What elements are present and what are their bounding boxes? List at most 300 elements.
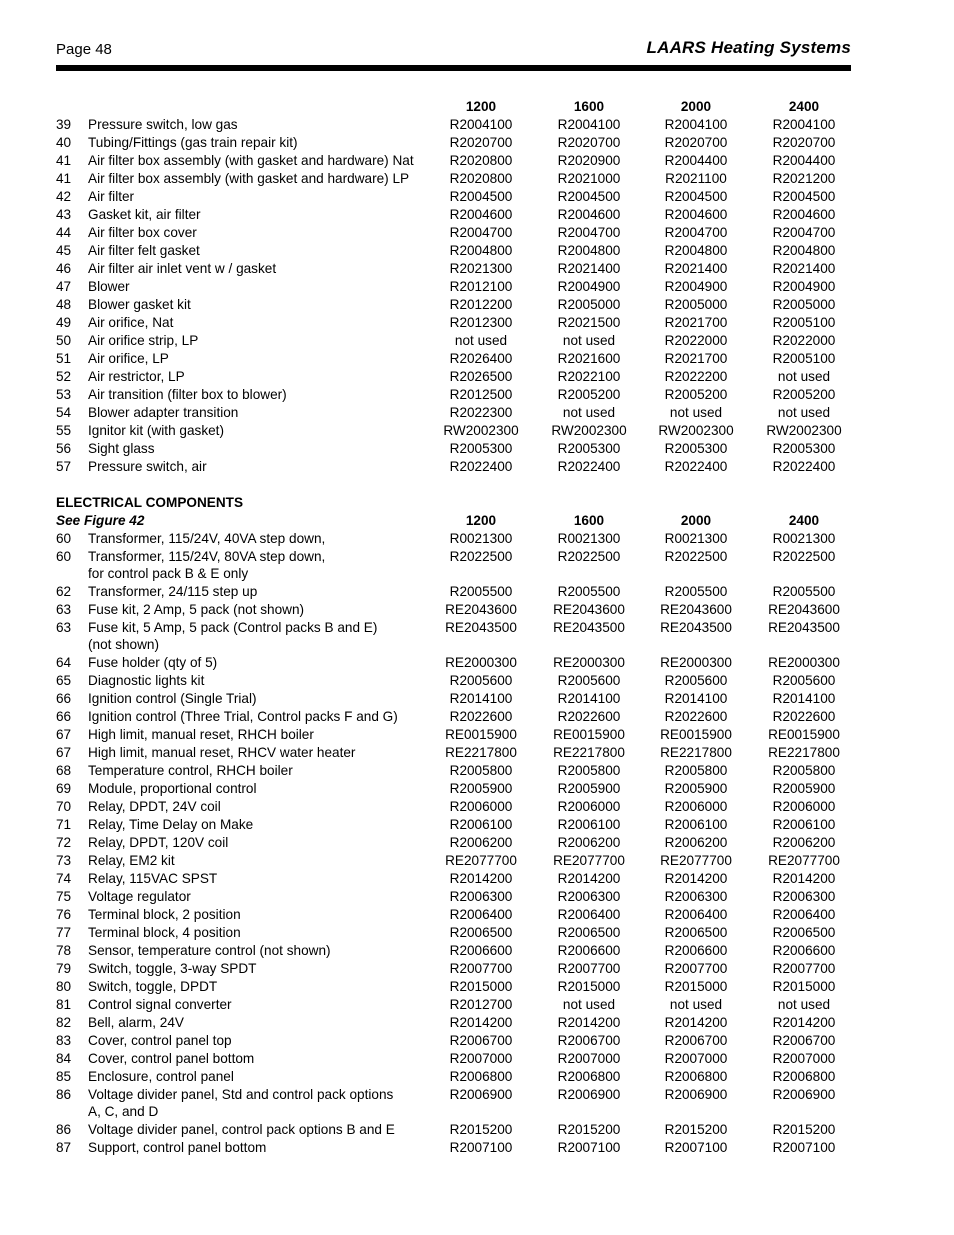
item-number: 68 — [56, 763, 72, 778]
part-number: R2005900 — [772, 781, 836, 796]
part-number: R2005000 — [772, 297, 836, 312]
item-number: 81 — [56, 997, 72, 1012]
description-line: Air filter — [88, 189, 135, 204]
part-number: R2022000 — [772, 333, 836, 348]
part-number: R2007700 — [772, 961, 836, 976]
part-number: RE2000300 — [660, 655, 732, 670]
part-number: R2014200 — [557, 1015, 621, 1030]
part-number: RE2217800 — [445, 745, 517, 760]
item-number: 77 — [56, 925, 72, 940]
part-number: R2004600 — [449, 207, 513, 222]
description-line: for control pack B & E only — [88, 566, 249, 581]
description-line: Air filter box cover — [88, 225, 197, 240]
description-line: Transformer, 24/115 step up — [88, 584, 258, 599]
part-number: R2004800 — [664, 243, 728, 258]
part-number: R2006400 — [664, 907, 728, 922]
table-row — [56, 1121, 856, 1139]
part-number: RE2077700 — [660, 853, 732, 868]
description-line: Ignition control (Single Trial) — [88, 691, 257, 706]
item-number: 55 — [56, 423, 72, 438]
item-description — [88, 1139, 468, 1156]
item-description — [88, 583, 468, 600]
electrical-rows — [56, 530, 856, 1157]
column-header: 2000 — [680, 513, 712, 528]
description-line: Sensor, temperature control (not shown) — [88, 943, 331, 958]
table-row — [56, 978, 856, 996]
item-description — [88, 816, 468, 833]
part-number: R2022500 — [664, 549, 728, 564]
part-number: R2005300 — [449, 441, 513, 456]
part-number: R2022300 — [449, 405, 513, 420]
table-row — [56, 780, 856, 798]
part-number: R2005800 — [557, 763, 621, 778]
table-row — [56, 852, 856, 870]
item-number: 43 — [56, 207, 72, 222]
table-row — [56, 422, 856, 440]
table-row — [56, 242, 856, 260]
part-number: R2021000 — [557, 171, 621, 186]
part-number: R2022000 — [664, 333, 728, 348]
table-row — [56, 1139, 856, 1157]
item-number: 48 — [56, 297, 72, 312]
part-number: R2020800 — [449, 153, 513, 168]
part-number: R2022500 — [557, 549, 621, 564]
part-number: R2004800 — [557, 243, 621, 258]
part-number: R2006100 — [449, 817, 513, 832]
part-number: R2006600 — [557, 943, 621, 958]
table-row — [56, 1032, 856, 1050]
description-line: Terminal block, 2 position — [88, 907, 241, 922]
table-row — [56, 134, 856, 152]
part-number: R2007100 — [772, 1140, 836, 1155]
part-number: RW2002300 — [443, 423, 519, 438]
item-number: 60 — [56, 531, 72, 546]
part-number: R2022500 — [772, 549, 836, 564]
description-line: Temperature control, RHCH boiler — [88, 763, 293, 778]
item-number: 73 — [56, 853, 72, 868]
item-description — [88, 134, 468, 151]
item-number: 41 — [56, 171, 72, 186]
part-number: R2021400 — [772, 261, 836, 276]
part-number: R2021400 — [664, 261, 728, 276]
part-number: R2005300 — [772, 441, 836, 456]
part-number: R2022200 — [664, 369, 728, 384]
item-number: 46 — [56, 261, 72, 276]
part-number: R2005900 — [557, 781, 621, 796]
part-number: RE0015900 — [445, 727, 517, 742]
part-number: R2022600 — [772, 709, 836, 724]
description-line: Pressure switch, air — [88, 459, 207, 474]
item-number: 83 — [56, 1033, 72, 1048]
parts-rows — [56, 116, 856, 476]
item-description — [88, 1032, 468, 1049]
part-number: R2004900 — [664, 279, 728, 294]
description-line: Voltage divider panel, Std and control pack options — [88, 1087, 394, 1102]
part-number: RE2043600 — [445, 602, 517, 617]
item-description — [88, 404, 468, 421]
part-number: R2004500 — [772, 189, 836, 204]
item-number: 76 — [56, 907, 72, 922]
description-line: Voltage divider panel, control pack options B and E — [88, 1122, 395, 1137]
table-row — [56, 942, 856, 960]
part-number: R2005200 — [557, 387, 621, 402]
part-number: R2021300 — [449, 261, 513, 276]
part-number: R2014200 — [772, 871, 836, 886]
part-number: R2006600 — [664, 943, 728, 958]
part-number: R2007100 — [449, 1140, 513, 1155]
item-description — [88, 726, 468, 743]
description-line: A, C, and D — [88, 1104, 159, 1119]
part-number: R2015000 — [772, 979, 836, 994]
item-description — [88, 350, 468, 367]
part-number: R2014200 — [557, 871, 621, 886]
description-line: Air filter air inlet vent w / gasket — [88, 261, 277, 276]
part-number: R2014200 — [664, 871, 728, 886]
item-description — [88, 1121, 468, 1138]
description-line: Air filter box assembly (with gasket and hardware) LP — [88, 171, 410, 186]
part-number: RE2000300 — [445, 655, 517, 670]
part-number: RE2217800 — [553, 745, 625, 760]
part-number: R2006400 — [772, 907, 836, 922]
part-number: R2021400 — [557, 261, 621, 276]
item-description — [88, 422, 468, 439]
page-number: Page 48 — [56, 41, 112, 58]
part-number: R2006300 — [772, 889, 836, 904]
item-number: 85 — [56, 1069, 72, 1084]
part-number: R2006200 — [772, 835, 836, 850]
part-number: R2014100 — [664, 691, 728, 706]
item-number: 66 — [56, 709, 72, 724]
part-number: R2006700 — [772, 1033, 836, 1048]
part-number: RW2002300 — [658, 423, 734, 438]
part-number: R2004100 — [664, 117, 728, 132]
description-line: Voltage regulator — [88, 889, 191, 904]
part-number: RE0015900 — [660, 727, 732, 742]
item-description — [88, 601, 468, 618]
item-number: 82 — [56, 1015, 72, 1030]
item-number: 86 — [56, 1122, 72, 1137]
part-number: R2020700 — [772, 135, 836, 150]
part-number: R2005500 — [772, 584, 836, 599]
part-number: R2020700 — [449, 135, 513, 150]
part-number: R2012700 — [449, 997, 513, 1012]
part-number: R2020900 — [557, 153, 621, 168]
part-number: R2014100 — [449, 691, 513, 706]
part-number: R2015000 — [557, 979, 621, 994]
description-line: High limit, manual reset, RHCH boiler — [88, 727, 314, 742]
part-number: R2022400 — [664, 459, 728, 474]
table-row — [56, 726, 856, 744]
description-line: Relay, EM2 kit — [88, 853, 175, 868]
part-number: RE2043500 — [553, 620, 625, 635]
part-number: R2014200 — [772, 1015, 836, 1030]
item-description — [88, 1014, 468, 1031]
parts-list — [56, 98, 856, 1157]
part-number: R2026500 — [449, 369, 513, 384]
part-number: not used — [562, 997, 616, 1012]
description-line: Sight glass — [88, 441, 155, 456]
part-number: R2004900 — [557, 279, 621, 294]
item-number: 50 — [56, 333, 72, 348]
part-number: R2007000 — [772, 1051, 836, 1066]
column-header: 2400 — [788, 99, 820, 114]
part-number: R2006500 — [772, 925, 836, 940]
table-row — [56, 654, 856, 672]
part-number: R2006700 — [449, 1033, 513, 1048]
part-number: R2005900 — [664, 781, 728, 796]
item-number: 52 — [56, 369, 72, 384]
part-number: R2020700 — [664, 135, 728, 150]
part-number: R2012200 — [449, 297, 513, 312]
description-line: Blower adapter transition — [88, 405, 239, 420]
table-row — [56, 816, 856, 834]
part-number: RE2000300 — [553, 655, 625, 670]
description-line: Air orifice, Nat — [88, 315, 174, 330]
part-number: R2022600 — [664, 709, 728, 724]
part-number: R2006500 — [557, 925, 621, 940]
column-header: 1200 — [465, 513, 497, 528]
part-number: R2004800 — [772, 243, 836, 258]
part-number: R2021600 — [557, 351, 621, 366]
part-number: R2006000 — [557, 799, 621, 814]
description-line: (not shown) — [88, 637, 160, 652]
part-number: R2004800 — [449, 243, 513, 258]
part-number: R2015200 — [449, 1122, 513, 1137]
description-line: Air restrictor, LP — [88, 369, 185, 384]
description-line: Ignition control (Three Trial, Control packs F and G) — [88, 709, 398, 724]
description-line: Ignitor kit (with gasket) — [88, 423, 224, 438]
column-header-row — [56, 98, 856, 116]
table-row — [56, 1050, 856, 1068]
part-number: R2005600 — [449, 673, 513, 688]
column-header: 1600 — [573, 513, 605, 528]
description-line: Air orifice, LP — [88, 351, 169, 366]
part-number: R2007000 — [449, 1051, 513, 1066]
table-row — [56, 960, 856, 978]
table-row — [56, 404, 856, 422]
part-number: RE2043600 — [660, 602, 732, 617]
part-number: R2005600 — [772, 673, 836, 688]
part-number: not used — [777, 997, 831, 1012]
part-number: R2004700 — [449, 225, 513, 240]
item-number: 67 — [56, 727, 72, 742]
part-number: R2020700 — [557, 135, 621, 150]
item-description — [88, 116, 468, 133]
item-description — [88, 798, 468, 815]
item-description — [88, 1086, 468, 1120]
table-row — [56, 672, 856, 690]
item-number: 70 — [56, 799, 72, 814]
header-rule — [56, 65, 851, 71]
part-number: R2015200 — [557, 1122, 621, 1137]
section-subtitle: See Figure 42 — [56, 513, 145, 528]
part-number: RE2217800 — [768, 745, 840, 760]
part-number: R2004600 — [557, 207, 621, 222]
description-line: Blower gasket kit — [88, 297, 191, 312]
part-number: not used — [669, 405, 723, 420]
part-number: R2005300 — [664, 441, 728, 456]
part-number: not used — [562, 405, 616, 420]
part-number: RE2043500 — [445, 620, 517, 635]
part-number: R2026400 — [449, 351, 513, 366]
description-line: Air filter box assembly (with gasket and hardware) Nat — [88, 153, 414, 168]
brand-title: LAARS Heating Systems — [646, 38, 851, 57]
item-number: 60 — [56, 549, 72, 564]
item-description — [88, 458, 468, 475]
table-row — [56, 296, 856, 314]
item-number: 74 — [56, 871, 72, 886]
item-number: 69 — [56, 781, 72, 796]
part-number: R2006100 — [664, 817, 728, 832]
part-number: R2006300 — [664, 889, 728, 904]
item-number: 80 — [56, 979, 72, 994]
description-line: Fuse kit, 5 Amp, 5 pack (Control packs B and E) — [88, 620, 378, 635]
part-number: RE0015900 — [768, 727, 840, 742]
table-row — [56, 458, 856, 476]
item-number: 65 — [56, 673, 72, 688]
page-header — [56, 38, 851, 62]
part-number: R2007000 — [664, 1051, 728, 1066]
table-row — [56, 619, 856, 654]
item-description — [88, 1050, 468, 1067]
part-number: RE2043600 — [553, 602, 625, 617]
part-number: R2007000 — [557, 1051, 621, 1066]
part-number: R2004600 — [664, 207, 728, 222]
part-number: R2005600 — [557, 673, 621, 688]
part-number: RE2217800 — [660, 745, 732, 760]
item-number: 87 — [56, 1140, 72, 1155]
part-number: R2005500 — [557, 584, 621, 599]
item-description — [88, 960, 468, 977]
item-description — [88, 548, 468, 582]
part-number: R2006800 — [772, 1069, 836, 1084]
item-number: 75 — [56, 889, 72, 904]
item-description — [88, 690, 468, 707]
item-number: 86 — [56, 1087, 72, 1102]
part-number: R2006000 — [772, 799, 836, 814]
part-number: R2022600 — [449, 709, 513, 724]
item-number: 63 — [56, 620, 72, 635]
part-number: R2014100 — [557, 691, 621, 706]
description-line: Bell, alarm, 24V — [88, 1015, 184, 1030]
part-number: R2006300 — [449, 889, 513, 904]
description-line: Tubing/Fittings (gas train repair kit) — [88, 135, 298, 150]
part-number: R0021300 — [449, 531, 513, 546]
part-number: R2006500 — [449, 925, 513, 940]
part-number: R2005500 — [664, 584, 728, 599]
table-row — [56, 260, 856, 278]
table-row — [56, 708, 856, 726]
part-number: R2006900 — [449, 1087, 513, 1102]
part-number: R2006900 — [772, 1087, 836, 1102]
description-line: Terminal block, 4 position — [88, 925, 241, 940]
table-row — [56, 690, 856, 708]
part-number: RE0015900 — [553, 727, 625, 742]
part-number: R2021700 — [664, 351, 728, 366]
item-description — [88, 672, 468, 689]
item-description — [88, 834, 468, 851]
item-description — [88, 296, 468, 313]
part-number: RE2043600 — [768, 602, 840, 617]
description-line: Cover, control panel top — [88, 1033, 232, 1048]
part-number: R2006900 — [557, 1087, 621, 1102]
item-number: 64 — [56, 655, 72, 670]
table-row — [56, 1068, 856, 1086]
part-number: R2004100 — [449, 117, 513, 132]
part-number: R2005800 — [664, 763, 728, 778]
part-number: R2006100 — [772, 817, 836, 832]
item-description — [88, 314, 468, 331]
item-number: 49 — [56, 315, 72, 330]
table-row — [56, 1014, 856, 1032]
item-number: 44 — [56, 225, 72, 240]
item-description — [88, 188, 468, 205]
part-number: R2006400 — [449, 907, 513, 922]
section-title: ELECTRICAL COMPONENTS — [56, 495, 244, 510]
item-number: 66 — [56, 691, 72, 706]
part-number: R2006300 — [557, 889, 621, 904]
table-row — [56, 870, 856, 888]
part-number: R2014200 — [449, 1015, 513, 1030]
part-number: R2005900 — [449, 781, 513, 796]
item-description — [88, 762, 468, 779]
part-number: RE2043500 — [660, 620, 732, 635]
part-number: R2021100 — [665, 171, 727, 186]
table-row — [56, 314, 856, 332]
part-number: R2006200 — [557, 835, 621, 850]
part-number: R2006100 — [557, 817, 621, 832]
table-row — [56, 440, 856, 458]
item-number: 84 — [56, 1051, 72, 1066]
part-number: R2006900 — [664, 1087, 728, 1102]
item-number: 67 — [56, 745, 72, 760]
part-number: R2012100 — [449, 279, 513, 294]
part-number: R2006800 — [664, 1069, 728, 1084]
item-number: 40 — [56, 135, 72, 150]
description-line: Fuse holder (qty of 5) — [88, 655, 218, 670]
item-description — [88, 170, 468, 187]
table-row — [56, 906, 856, 924]
description-line: Air transition (filter box to blower) — [88, 387, 287, 402]
part-number: R2004500 — [664, 189, 728, 204]
part-number: R2022500 — [449, 549, 513, 564]
item-description — [88, 242, 468, 259]
part-number: R2007700 — [557, 961, 621, 976]
part-number: R2004500 — [449, 189, 513, 204]
item-description — [88, 780, 468, 797]
description-line: Fuse kit, 2 Amp, 5 pack (not shown) — [88, 602, 305, 617]
table-row — [56, 548, 856, 583]
description-line: High limit, manual reset, RHCV water heater — [88, 745, 356, 760]
item-description — [88, 744, 468, 761]
item-description — [88, 386, 468, 403]
table-row — [56, 206, 856, 224]
table-row — [56, 601, 856, 619]
description-line: Pressure switch, low gas — [88, 117, 238, 132]
table-row — [56, 386, 856, 404]
part-number: R2006000 — [449, 799, 513, 814]
section-subheader-row — [56, 512, 856, 530]
part-number: R2006500 — [664, 925, 728, 940]
table-row — [56, 762, 856, 780]
section-title-row — [56, 494, 856, 512]
part-number: RE2077700 — [768, 853, 840, 868]
part-number: R2004700 — [772, 225, 836, 240]
part-number: R2022600 — [557, 709, 621, 724]
description-line: Blower — [88, 279, 130, 294]
table-row — [56, 152, 856, 170]
description-line: Relay, DPDT, 120V coil — [88, 835, 229, 850]
